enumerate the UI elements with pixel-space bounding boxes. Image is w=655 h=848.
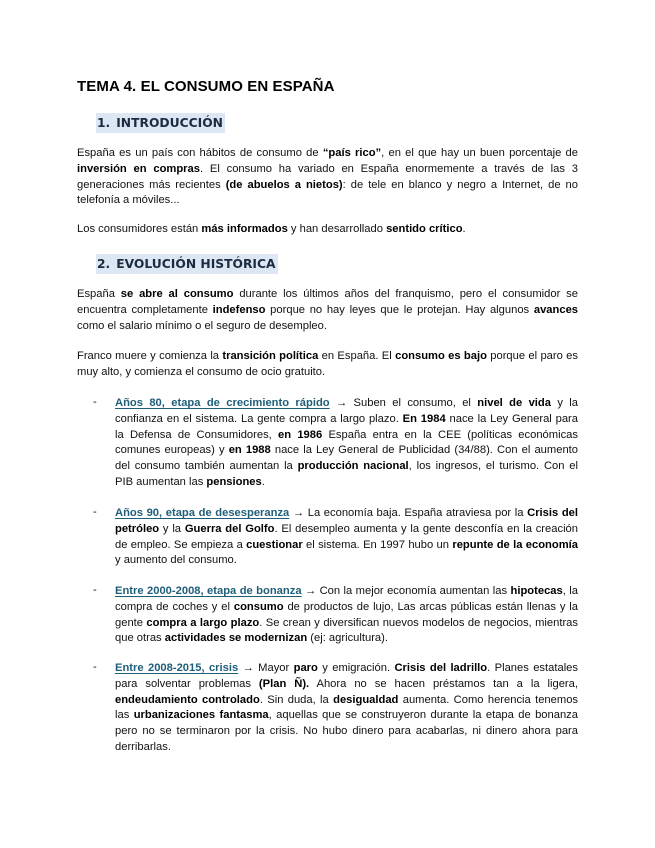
period-heading-link[interactable]: Años 80, etapa de crecimiento rápido: [115, 397, 330, 409]
document-title: TEMA 4. EL CONSUMO EN ESPAÑA: [77, 78, 335, 95]
section-heading-highlight: [96, 113, 225, 133]
list-bullet: -: [93, 396, 97, 408]
period-heading-link[interactable]: Entre 2000-2008, etapa de bonanza: [115, 585, 302, 597]
evolution-paragraph-1: España se abre al consumo durante los últimos años del franquismo, pero el consumidor se encuentra completamente indefenso porque no hay leyes que le protejan. Hay algunos avances como el salario mínimo o el seguro de desempleo.: [77, 288, 579, 332]
intro-paragraph-2: Los consumidores están más informados y han desarrollado sentido crítico.: [77, 223, 466, 235]
list-bullet: -: [93, 661, 97, 673]
section-heading-highlight: [96, 254, 278, 274]
section-heading-evolucion: [96, 257, 278, 271]
period-heading-link[interactable]: Entre 2008-2015, crisis: [115, 662, 239, 674]
list-item-anos-80: Años 80, etapa de crecimiento rápido → Suben el consumo, el nivel de vida y la confianza en el sistema. La gente compra a largo plazo. En 1984 nace la Ley General para la Defensa de Consumidores, en 1986 España entra en la CEE (políticas económicas comunes europeas) y en 1988 nace la Ley General de Publicidad (34/88). Con el aumento del consumo también aumentan la producción nacional, los ingresos, el turismo. Con el PIB aumentan las pensiones.: [115, 397, 578, 488]
list-item-2000-2008: Entre 2000-2008, etapa de bonanza → Con la mejor economía aumentan las hipotecas, la compra de coches y el consumo de productos de lujo, Las arcas públicas están llenas y la gente compra a largo plazo. Se crean y diversifican nuevos modelos de negocios, mientras que otras actividades se modernizan (ej: agricultura).: [115, 585, 579, 645]
list-bullet: -: [93, 584, 97, 596]
list-item-anos-90: Años 90, etapa de desesperanza → La economía baja. España atraviesa por la Crisis del petróleo y la Guerra del Golfo. El desempleo aumenta y la gente desconfía en la creación de empleo. Se empieza a cuestionar el sistema. En 1997 hubo un repunte de la economía y aumento del consumo.: [115, 507, 578, 567]
section-number: 2.: [97, 257, 111, 271]
intro-paragraph-1: España es un país con hábitos de consumo de “país rico”, en el que hay un buen porcentaje de inversión en compras. El consumo ha variado en España enormemente a través de las 3 generaciones más recientes (de abuelos a nietos): de tele en blanco y negro a Internet, de no telefonía a móviles...: [77, 147, 578, 207]
list-bullet: -: [93, 506, 97, 518]
evolution-paragraph-2: Franco muere y comienza la transición política en España. El consumo es bajo porque el paro es muy alto, y comienza el consumo de ocio gratuito.: [77, 350, 578, 378]
section-label: EVOLUCIÓN HISTÓRICA: [116, 257, 276, 271]
period-heading-link[interactable]: Años 90, etapa de desesperanza: [115, 507, 290, 519]
section-number: 1.: [97, 116, 111, 130]
section-heading-introduccion: [96, 116, 225, 130]
section-label: INTRODUCCIÓN: [116, 116, 223, 130]
list-item-2008-2015: Entre 2008-2015, crisis → Mayor paro y emigración. Crisis del ladrillo. Planes estatales para solventar problemas (Plan Ñ). Ahora no se hacen préstamos tan a la ligera, endeudamiento controlado. Sin duda, la desigualdad aumenta. Como herencia tenemos las urbanizaciones fantasma, aquellas que se construyeron durante la etapa de bonanza pero no se terminaron por la crisis. No hubo dinero para acabarlas, ni dinero ahora para derribarlas.: [115, 662, 579, 753]
